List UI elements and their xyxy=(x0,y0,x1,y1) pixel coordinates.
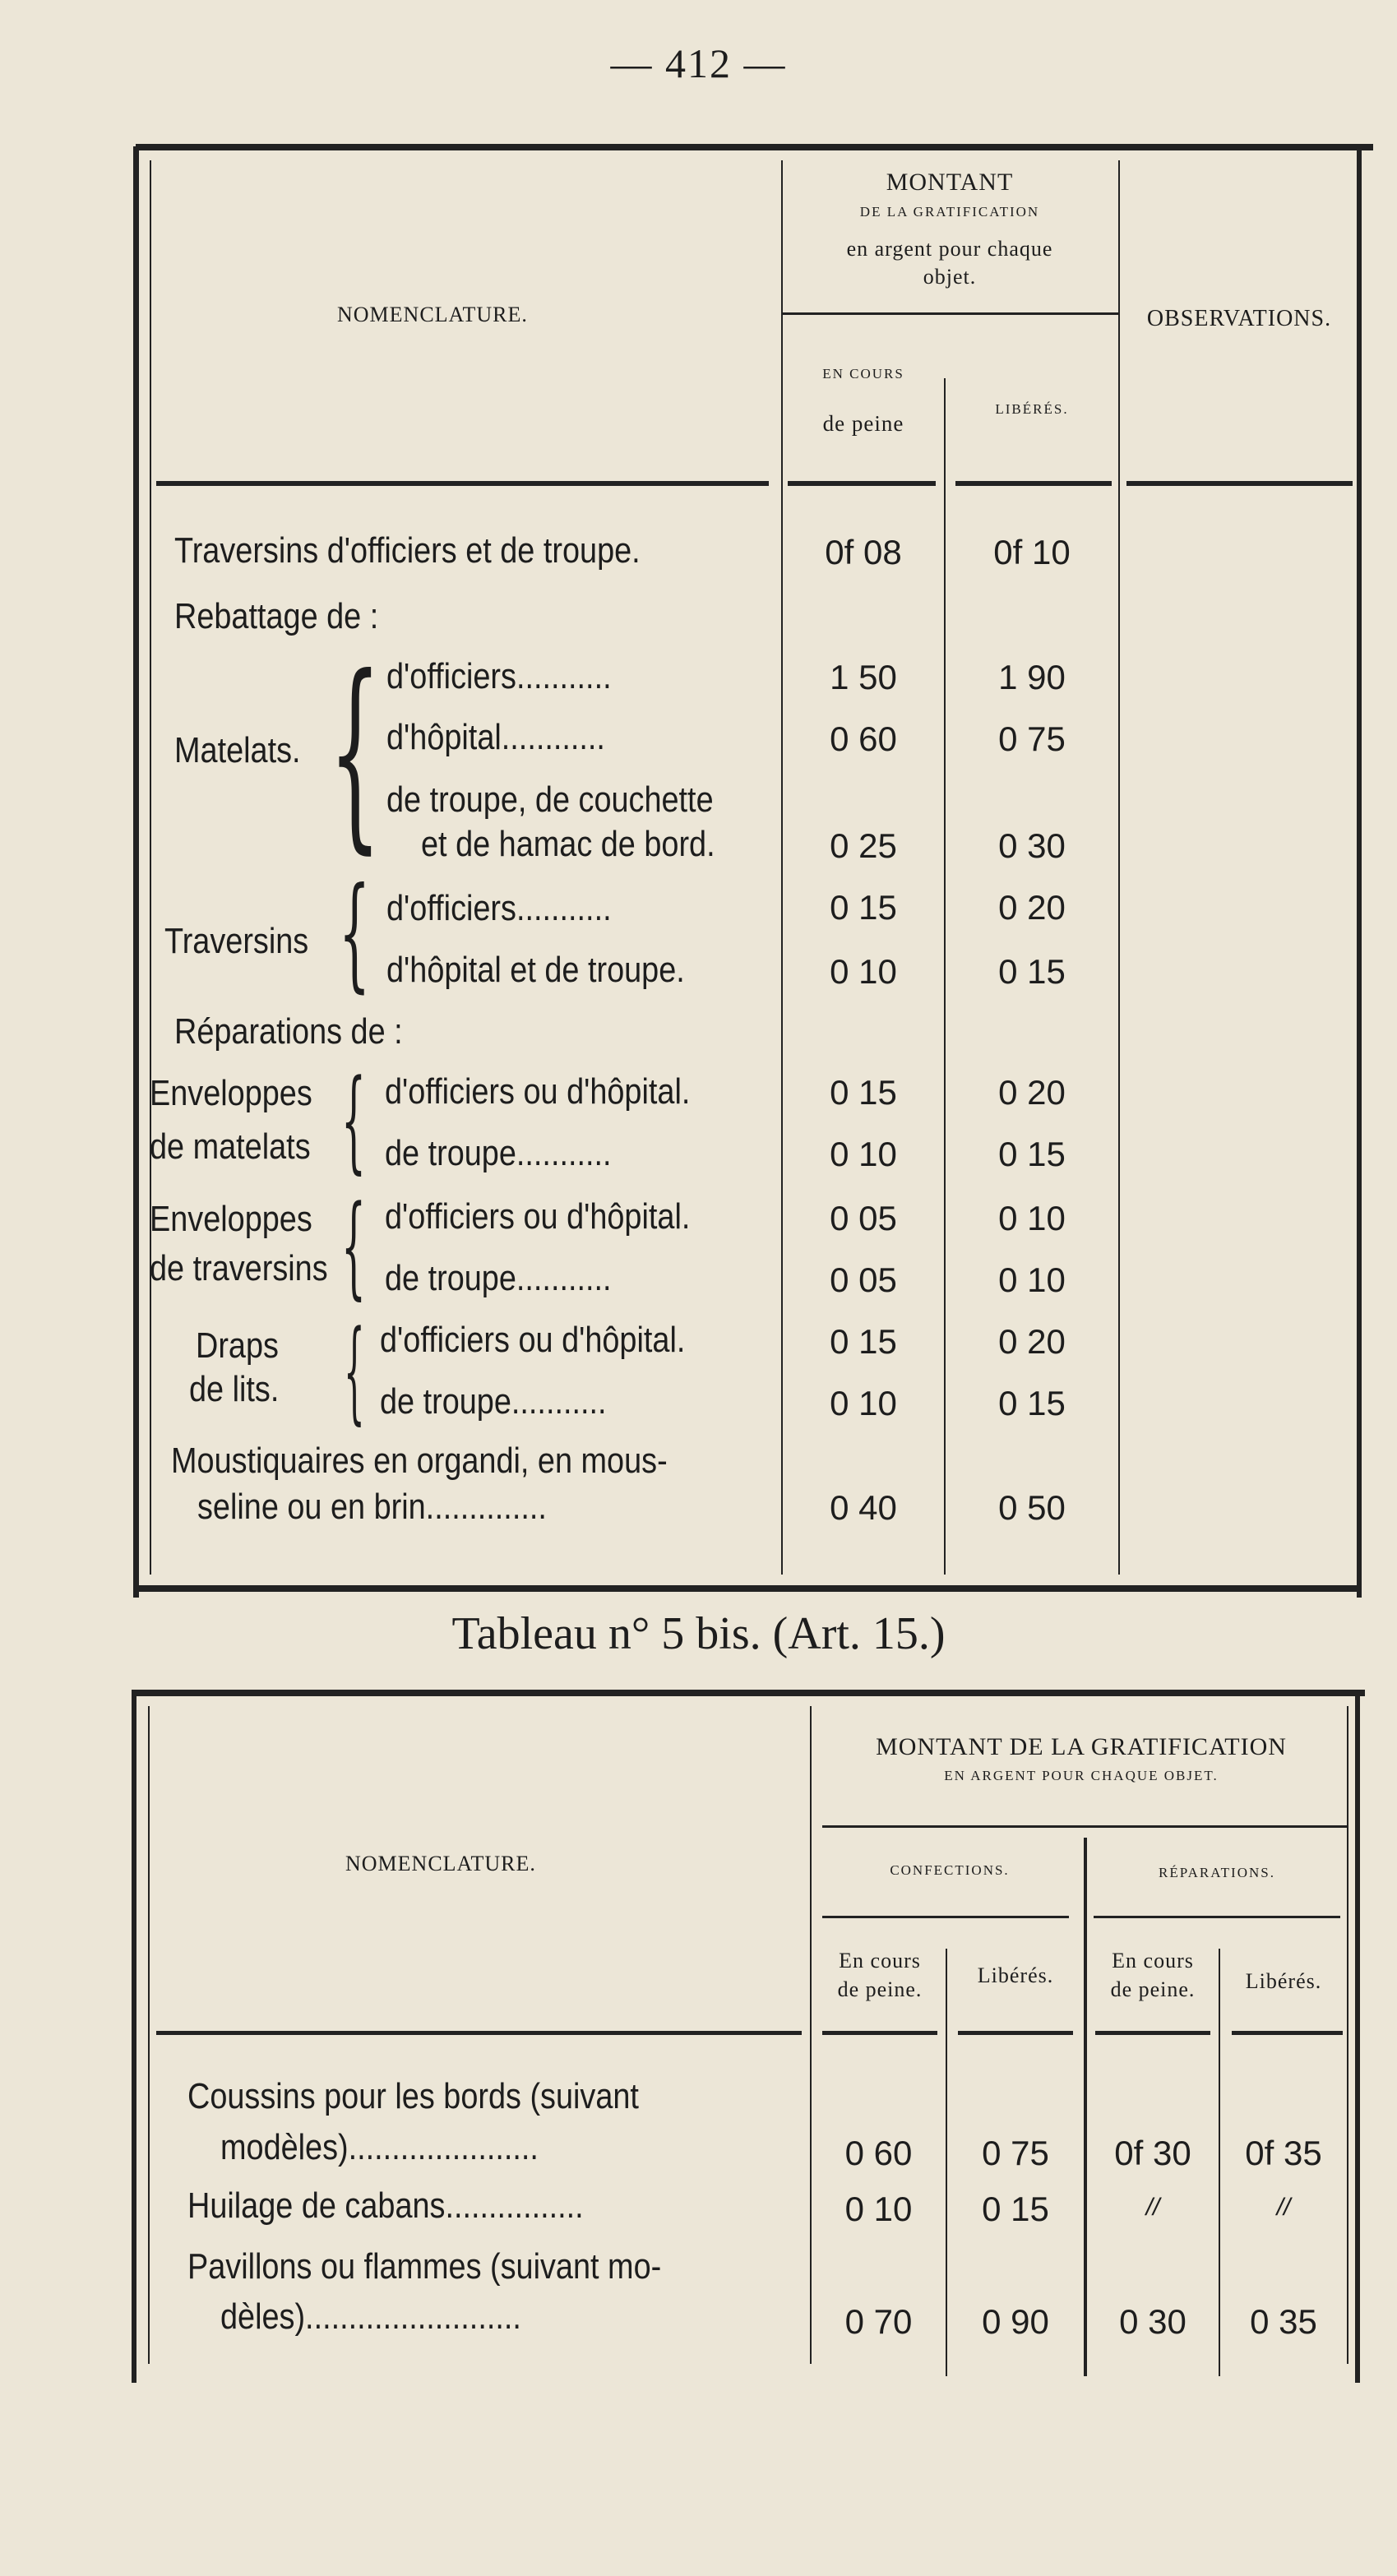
t2-rep-en-cours-l1: En cours xyxy=(1112,1949,1194,1972)
header-liberes: LIBÉRÉS. xyxy=(995,401,1069,417)
t2-conf-en-cours-l2: de peine. xyxy=(837,1977,923,2001)
table2-col-sep-1 xyxy=(810,1706,812,2364)
group-matelats: Matelats. xyxy=(174,730,301,770)
header-montant-sub: DE LA GRATIFICATION xyxy=(859,204,1040,220)
table2-header-rule-1 xyxy=(156,2031,802,2035)
table2-header-rule-3 xyxy=(958,2031,1073,2035)
val-envtrav-off-en-cours: 0 05 xyxy=(830,1199,897,1237)
table2-inner-left xyxy=(148,1706,150,2364)
brace-matelats: { xyxy=(329,632,382,872)
val-moustiq-en-cours: 0 40 xyxy=(830,1488,897,1527)
t2-conf-en-cours-l1: En cours xyxy=(839,1949,921,1972)
val-envtrav-off-liberes: 0 10 xyxy=(998,1199,1066,1237)
t2-rep-liberes: Libérés. xyxy=(1245,1969,1322,1993)
val-envmat-tr-en-cours: 0 10 xyxy=(830,1135,897,1173)
header-observations: OBSERVATIONS. xyxy=(1146,306,1332,331)
group-enveloppes-traversins-l2: de traversins xyxy=(150,1248,328,1288)
table2-montant-rule xyxy=(822,1825,1348,1828)
group-traversins: Traversins xyxy=(164,921,309,961)
brace-enveloppes-traversins: { xyxy=(341,1182,367,1311)
table1-inner-left xyxy=(150,160,151,1575)
header-montant: MONTANT xyxy=(886,169,1014,196)
table2-confections-brace xyxy=(822,1916,1069,1918)
t2-val-pavillons-rep-en-cours: 0 30 xyxy=(1119,2302,1187,2341)
val-mat-hop-liberes: 0 75 xyxy=(998,719,1066,758)
row-env-matelats-officiers: d'officiers ou d'hôpital. xyxy=(385,1071,691,1112)
t2-val-pavillons-rep-liberes: 0 35 xyxy=(1250,2302,1317,2341)
table2-header-rule-5 xyxy=(1232,2031,1343,2035)
table1-montant-brace xyxy=(783,312,1118,315)
table2-reparations-brace xyxy=(1094,1916,1340,1918)
table1-header-rule-4 xyxy=(1126,481,1353,486)
val-trav-off-liberes: 0 20 xyxy=(998,888,1066,927)
val-mat-troupe-en-cours: 0 25 xyxy=(830,826,897,865)
val-mat-off-en-cours: 1 50 xyxy=(830,658,897,696)
t2-row-huilage: Huilage de cabans................ xyxy=(187,2185,584,2226)
header-de-peine: de peine xyxy=(822,411,904,436)
group-enveloppes-matelats-l1: Enveloppes xyxy=(150,1073,312,1113)
val-traversins-liberes: 0f 10 xyxy=(993,533,1071,571)
table1-header-rule-1 xyxy=(156,481,769,486)
group-draps-l2: de lits. xyxy=(189,1369,280,1409)
row-traversins-label: Traversins d'officiers et de troupe. xyxy=(174,530,641,571)
table2-header-rule-4 xyxy=(1095,2031,1210,2035)
row-env-matelats-troupe: de troupe........... xyxy=(385,1133,612,1173)
val-envtrav-tr-liberes: 0 10 xyxy=(998,1260,1066,1299)
val-envtrav-tr-en-cours: 0 05 xyxy=(830,1260,897,1299)
header-en-cours: EN COURS xyxy=(822,366,904,382)
t2-val-huilage-rep-liberes: // xyxy=(1276,2194,1291,2221)
row-draps-troupe: de troupe........... xyxy=(380,1381,607,1422)
table1-top-rule xyxy=(136,144,1373,150)
t2-val-huilage-rep-en-cours: // xyxy=(1145,2194,1160,2221)
val-mat-troupe-liberes: 0 30 xyxy=(998,826,1066,865)
row-draps-officiers: d'officiers ou d'hôpital. xyxy=(380,1320,686,1360)
group-enveloppes-matelats-l2: de matelats xyxy=(150,1126,311,1167)
val-envmat-off-liberes: 0 20 xyxy=(998,1073,1066,1112)
table1-header-rule-2 xyxy=(788,481,936,486)
brace-traversins: { xyxy=(339,862,371,1005)
table1-left-rule xyxy=(133,146,139,1598)
row-moustiquaires-l2: seline ou en brin.............. xyxy=(197,1487,547,1527)
row-rebattage-label: Rebattage de : xyxy=(174,596,379,636)
table2-col-sep-3 xyxy=(1084,1838,1087,2376)
t2-row-coussins-l1: Coussins pour les bords (suivant xyxy=(187,2076,639,2116)
t2-row-coussins-l2: modèles)...................... xyxy=(220,2127,539,2167)
t2-header-nomenclature: NOMENCLATURE. xyxy=(345,1852,536,1875)
table2-top-rule xyxy=(132,1690,1365,1696)
t2-val-coussins-conf-liberes: 0 75 xyxy=(982,2134,1049,2172)
row-matelats-officiers: d'officiers........... xyxy=(386,656,612,696)
t2-val-pavillons-conf-en-cours: 0 70 xyxy=(844,2302,913,2341)
val-draps-tr-liberes: 0 15 xyxy=(998,1384,1066,1422)
t2-row-pavillons-l2: dèles)......................... xyxy=(220,2296,521,2337)
t2-val-coussins-rep-en-cours: 0f 30 xyxy=(1114,2134,1191,2172)
t2-val-pavillons-conf-liberes: 0 90 xyxy=(982,2302,1049,2341)
t2-val-huilage-conf-liberes: 0 15 xyxy=(982,2190,1049,2228)
page-number: — 412 — xyxy=(610,40,787,86)
t2-row-pavillons-l1: Pavillons ou flammes (suivant mo- xyxy=(187,2246,662,2287)
row-env-traversins-troupe: de troupe........... xyxy=(385,1258,612,1298)
table2-header-rule-2 xyxy=(822,2031,937,2035)
header-montant-line4: objet. xyxy=(923,265,977,289)
row-moustiquaires-l1: Moustiquaires en organdi, en mous- xyxy=(171,1441,668,1481)
table2-right-rule xyxy=(1355,1692,1360,2383)
val-trav-hop-liberes: 0 15 xyxy=(998,952,1066,991)
val-draps-off-en-cours: 0 15 xyxy=(830,1322,897,1361)
table2-left-rule xyxy=(132,1692,136,2383)
val-trav-off-en-cours: 0 15 xyxy=(830,888,897,927)
row-matelats-troupe-l2: et de hamac de bord. xyxy=(421,824,715,864)
t2-rep-en-cours-l2: de peine. xyxy=(1110,1977,1196,2001)
row-traversins-hopital-troupe: d'hôpital et de troupe. xyxy=(386,950,685,990)
header-nomenclature: NOMENCLATURE. xyxy=(337,303,528,326)
table2-inner-right xyxy=(1347,1706,1348,2364)
val-trav-hop-en-cours: 0 10 xyxy=(830,952,897,991)
t2-header-montant: MONTANT DE LA GRATIFICATION xyxy=(876,1733,1287,1760)
table1-col-sep-obs xyxy=(1118,160,1120,1575)
t2-val-huilage-conf-en-cours: 0 10 xyxy=(844,2190,913,2228)
brace-draps: { xyxy=(344,1306,365,1436)
row-matelats-hopital: d'hôpital............ xyxy=(386,717,605,757)
row-traversins-officiers: d'officiers........... xyxy=(386,888,612,928)
t2-header-montant-sub: EN ARGENT POUR CHAQUE OBJET. xyxy=(944,1768,1219,1783)
val-envmat-off-en-cours: 0 15 xyxy=(830,1073,897,1112)
table1-right-rule xyxy=(1357,146,1362,1598)
val-traversins-en-cours: 0f 08 xyxy=(825,533,902,571)
table1-bottom-rule xyxy=(133,1585,1362,1592)
t2-val-coussins-rep-liberes: 0f 35 xyxy=(1245,2134,1322,2172)
val-moustiq-liberes: 0 50 xyxy=(998,1488,1066,1527)
table1-header-rule-3 xyxy=(955,481,1112,486)
val-mat-hop-en-cours: 0 60 xyxy=(830,719,897,758)
val-mat-off-liberes: 1 90 xyxy=(998,658,1066,696)
val-draps-tr-en-cours: 0 10 xyxy=(830,1384,897,1422)
val-draps-off-liberes: 0 20 xyxy=(998,1322,1066,1361)
t2-header-reparations: RÉPARATIONS. xyxy=(1159,1865,1275,1880)
val-envmat-tr-liberes: 0 15 xyxy=(998,1135,1066,1173)
t2-conf-liberes: Libérés. xyxy=(977,1963,1054,1987)
header-montant-line3: en argent pour chaque xyxy=(846,237,1053,261)
group-enveloppes-traversins-l1: Enveloppes xyxy=(150,1199,312,1239)
brace-enveloppes-matelats: { xyxy=(341,1056,367,1185)
table-caption: Tableau n° 5 bis. (Art. 15.) xyxy=(451,1608,946,1659)
t2-header-confections: CONFECTIONS. xyxy=(890,1862,1010,1878)
t2-val-coussins-conf-en-cours: 0 60 xyxy=(844,2134,913,2172)
group-draps-l1: Draps xyxy=(196,1325,279,1366)
row-reparations-label: Réparations de : xyxy=(174,1011,403,1052)
row-env-traversins-officiers: d'officiers ou d'hôpital. xyxy=(385,1196,691,1237)
row-matelats-troupe-l1: de troupe, de couchette xyxy=(386,779,714,820)
